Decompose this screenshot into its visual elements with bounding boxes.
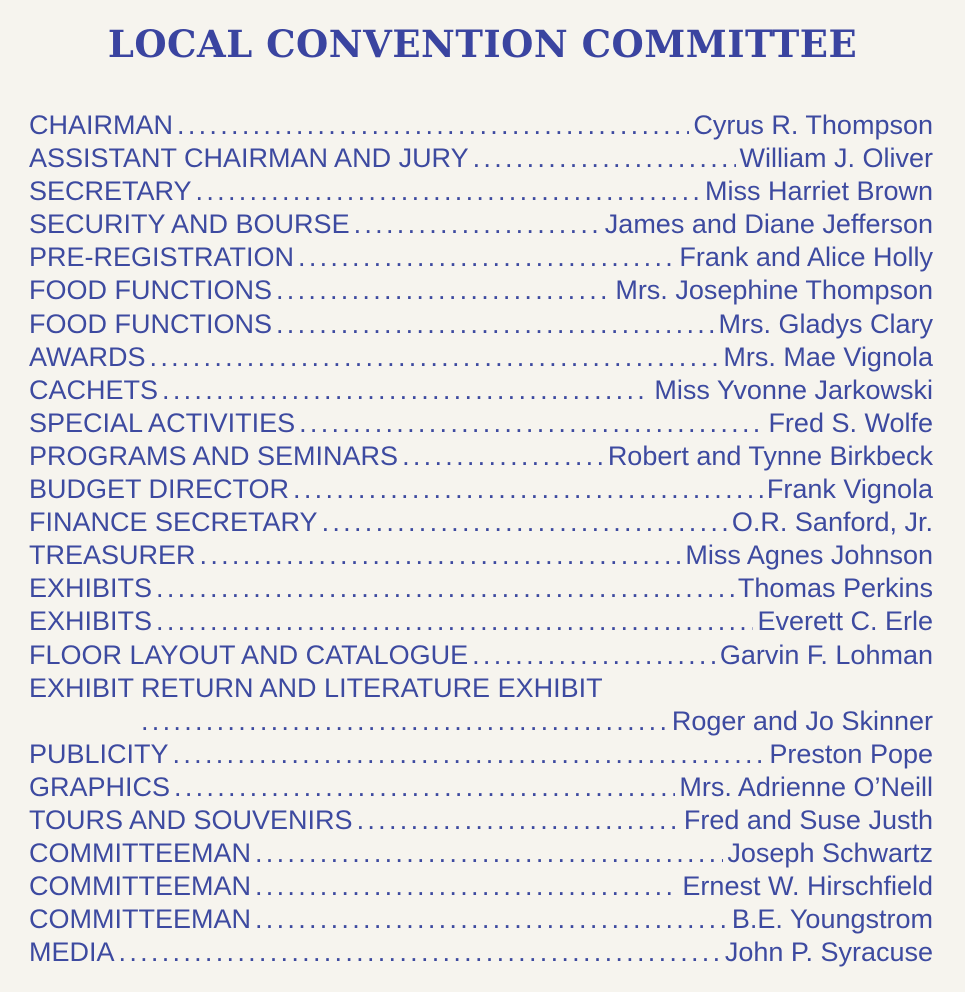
committee-row-awards (29, 341, 933, 374)
role-label: AWARDS (29, 341, 146, 372)
role-label: PRE-REGISTRATION (29, 242, 295, 273)
dot-leader (354, 208, 601, 241)
committee-row-special-activities (29, 407, 933, 440)
member-name: Roger and Jo Skinner (671, 705, 933, 736)
committee-row-publicity (29, 738, 933, 771)
member-name: Cyrus R. Thompson (693, 110, 933, 140)
role-label: EXHIBITS (29, 573, 153, 604)
role-label: CHAIRMAN (29, 110, 174, 140)
member-name: William J. Oliver (739, 143, 933, 174)
role-label: SPECIAL ACTIVITIES (29, 407, 296, 438)
role-label: FINANCE SECRETARY (29, 507, 318, 538)
committee-row-food-functions-1 (29, 274, 933, 307)
dot-leader (156, 572, 734, 605)
committee-row-tours-souvenirs (29, 804, 933, 837)
dot-leader (472, 639, 716, 672)
member-name: B.E. Youngstrom (731, 904, 933, 935)
dot-leader (473, 142, 736, 175)
committee-row-treasurer (29, 539, 933, 572)
committee-row-committeeman-2 (29, 870, 933, 903)
role-label: SECRETARY (29, 176, 192, 207)
committee-row-exhibits-1 (29, 572, 933, 605)
dot-leader (276, 274, 611, 307)
committee-row-exhibit-return (29, 705, 933, 738)
dot-leader (322, 506, 728, 539)
dot-leader (255, 870, 678, 903)
committee-row-programs-seminars (29, 440, 933, 473)
role-label: SECURITY AND BOURSE (29, 209, 350, 240)
dot-leader (156, 605, 753, 638)
dot-leader (402, 440, 604, 473)
member-name: Miss Harriet Brown (704, 176, 933, 207)
role-label: CACHETS (29, 374, 159, 405)
committee-row-committeeman-1 (29, 837, 933, 870)
dot-leader (299, 407, 764, 440)
dot-leader (174, 771, 675, 804)
member-name: Thomas Perkins (737, 573, 933, 604)
committee-row-secretary (29, 175, 933, 208)
role-label: ASSISTANT CHAIRMAN AND JURY (29, 143, 469, 174)
committee-row-exhibit-return-heading (29, 672, 933, 705)
role-label: PROGRAMS AND SEMINARS (29, 440, 399, 471)
member-name: James and Diane Jefferson (604, 209, 933, 240)
member-name: Everett C. Erle (757, 606, 933, 637)
committee-row-budget-director (29, 473, 933, 506)
role-label: BUDGET DIRECTOR (29, 474, 290, 505)
role-label: TOURS AND SOUVENIRS (29, 804, 353, 835)
member-name: Ernest W. Hirschfield (682, 871, 933, 902)
member-name: Fred and Suse Justh (683, 804, 933, 835)
committee-list (29, 109, 933, 969)
member-name: Frank and Alice Holly (679, 242, 933, 273)
role-label: COMMITTEEMAN (29, 871, 251, 902)
member-name: O.R. Sanford, Jr. (731, 507, 933, 538)
role-label: FOOD FUNCTIONS (29, 275, 272, 306)
dot-leader (141, 705, 668, 738)
member-name: John P. Syracuse (724, 937, 933, 968)
committee-row-finance-secretary (29, 506, 933, 539)
committee-row-pre-registration (29, 241, 933, 274)
committee-row-cachets (29, 374, 933, 407)
committee-row-food-functions-2 (29, 308, 933, 341)
role-label: GRAPHICS (29, 771, 171, 802)
dot-leader (255, 837, 723, 870)
dot-leader (357, 804, 680, 837)
dot-leader (196, 175, 701, 208)
committee-row-committeeman-3 (29, 903, 933, 936)
member-name: Mrs. Mae Vignola (723, 341, 933, 372)
dot-leader (200, 539, 682, 572)
role-label: PUBLICITY (29, 738, 169, 769)
dot-leader (162, 374, 650, 407)
dot-leader (119, 936, 721, 969)
member-name: Mrs. Josephine Thompson (615, 275, 933, 306)
member-name: Fred S. Wolfe (768, 407, 933, 438)
member-name: Miss Yvonne Jarkowski (654, 374, 933, 405)
role-label: MEDIA (29, 937, 115, 968)
dot-leader (255, 903, 728, 936)
dot-leader (298, 241, 675, 274)
role-label: FLOOR LAYOUT AND CATALOGUE (29, 639, 469, 670)
page-title: LOCAL CONVENTION COMMITTEE (107, 22, 858, 66)
committee-row-media (29, 936, 933, 969)
dot-leader (150, 341, 720, 374)
role-label: TREASURER (29, 540, 196, 571)
role-label: COMMITTEEMAN (29, 904, 251, 935)
committee-row-exhibits-2 (29, 605, 933, 638)
dot-leader (173, 738, 766, 771)
member-name: Mrs. Adrienne O’Neill (679, 771, 933, 802)
committee-row-security-bourse (29, 208, 933, 241)
member-name: Miss Agnes Johnson (685, 540, 933, 571)
member-name: Garvin F. Lohman (719, 639, 933, 670)
member-name: Frank Vignola (766, 474, 933, 505)
dot-leader (293, 473, 763, 506)
dot-leader (177, 109, 689, 142)
role-label: EXHIBITS (29, 606, 153, 637)
member-name: Joseph Schwartz (727, 838, 933, 869)
dot-leader (276, 308, 714, 341)
committee-row-chairman (29, 109, 933, 142)
member-name: Mrs. Gladys Clary (718, 308, 933, 339)
committee-row-assistant-chairman (29, 142, 933, 175)
role-label: EXHIBIT RETURN AND LITERATURE EXHIBIT (29, 672, 603, 703)
committee-row-floor-layout (29, 639, 933, 672)
role-label: COMMITTEEMAN (29, 838, 251, 869)
member-name: Robert and Tynne Birkbeck (607, 440, 933, 471)
committee-row-graphics (29, 771, 933, 804)
member-name: Preston Pope (769, 738, 933, 769)
role-label: FOOD FUNCTIONS (29, 308, 272, 339)
